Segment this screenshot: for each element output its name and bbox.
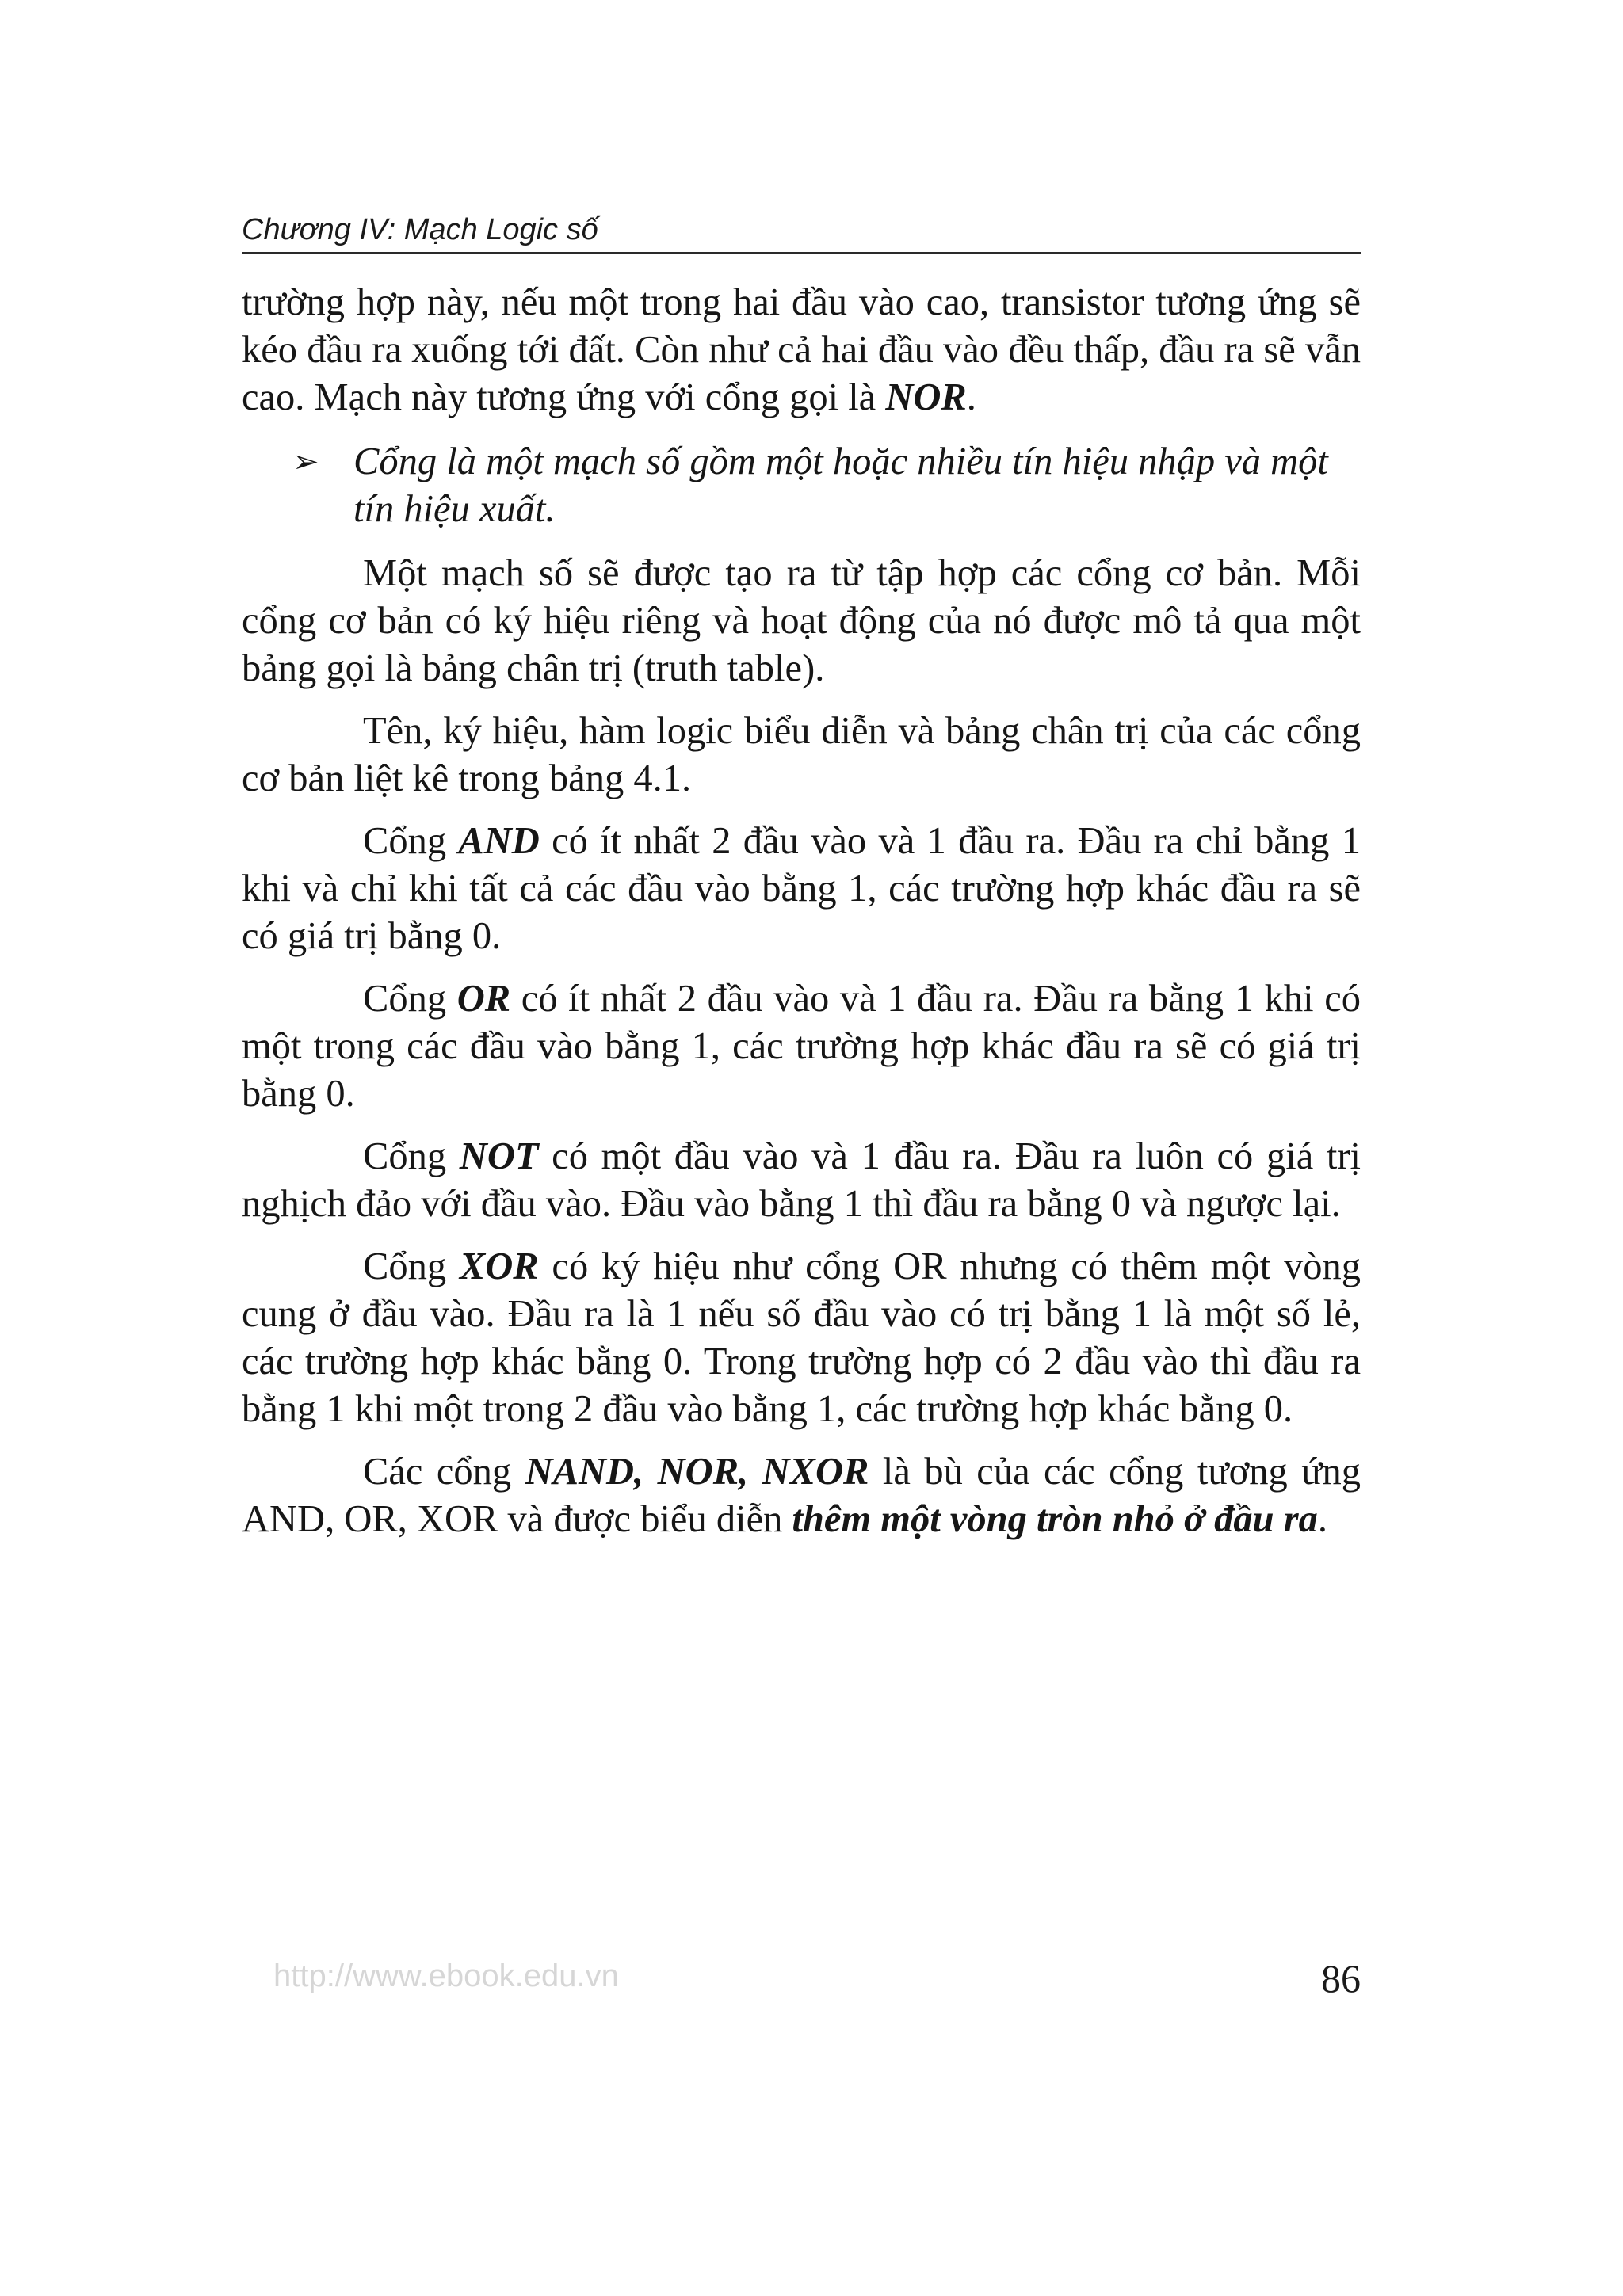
period: . bbox=[966, 376, 976, 418]
paragraph-text: Các cổng bbox=[363, 1451, 525, 1493]
not-term: NOT bbox=[459, 1135, 539, 1177]
bullet-gate-definition bbox=[242, 438, 1361, 533]
paragraph-text: Cổng bbox=[363, 1135, 460, 1177]
paragraph-xor-gate bbox=[242, 1243, 1361, 1433]
paragraph-text: Cổng bbox=[363, 820, 459, 862]
and-term: AND bbox=[458, 820, 540, 862]
emphasis-small-circle: thêm một vòng tròn nhỏ ở đầu ra bbox=[792, 1498, 1318, 1540]
paragraph-text: có ít nhất 2 đầu vào và 1 đầu ra. Đầu ra bằng 1 khi có một trong các đầu vào bằng 1, các trường hợp khác đầu ra sẽ có giá trị bằng 0. bbox=[242, 978, 1361, 1115]
paragraph-text: Cổng bbox=[363, 1245, 460, 1287]
page-body bbox=[242, 279, 1361, 1558]
footer-url: http://www.ebook.edu.vn bbox=[273, 1958, 619, 1993]
paragraph-text: có ký hiệu như cổng OR nhưng có thêm một vòng cung ở đầu vào. Đầu ra là 1 nếu số đầu vào có trị bằng 1 là một số lẻ, các trường hợp khác bằng 0. Trong trường hợp có 2 đầu vào thì đầu ra bằng 1 khi một trong 2 đầu vào bằng 1, các trường hợp khác bằng 0. bbox=[242, 1245, 1361, 1430]
paragraph-text: có một đầu vào và 1 đầu ra. Đầu ra luôn có giá trị nghịch đảo với đầu vào. Đầu vào bằng 1 thì đầu ra bằng 0 và ngược lại. bbox=[242, 1135, 1361, 1225]
or-term: OR bbox=[456, 978, 511, 1020]
page-number: 86 bbox=[1321, 1956, 1361, 2000]
paragraph-nor-continuation bbox=[242, 279, 1361, 421]
paragraph-text: trường hợp này, nếu một trong hai đầu vào cao, transistor tương ứng sẽ kéo đầu ra xuống tới đất. Còn như cả hai đầu vào đều thấp, đầu ra sẽ vẫn cao. Mạch này tương ứng với cổng gọi là bbox=[242, 281, 1361, 418]
paragraph-complement-gates bbox=[242, 1448, 1361, 1543]
paragraph-table-reference: Tên, ký hiệu, hàm logic biểu diễn và bảng chân trị của các cổng cơ bản liệt kê trong bảng 4.1. bbox=[242, 710, 1361, 799]
bullet-text: Cổng là một mạch số gồm một hoặc nhiều tín hiệu nhập và một tín hiệu xuất. bbox=[353, 441, 1328, 530]
nand-nor-nxor-terms: NAND, NOR, NXOR bbox=[525, 1451, 869, 1493]
paragraph-and-gate bbox=[242, 818, 1361, 960]
paragraph-digital-circuit: Một mạch số sẽ được tạo ra từ tập hợp các cổng cơ bản. Mỗi cổng cơ bản có ký hiệu riêng và hoạt động của nó được mô tả qua một bảng gọi là bảng chân trị (truth table). bbox=[242, 552, 1361, 689]
paragraph-text: là bù của các cổng tương ứng AND, OR, XOR và được biểu diễn bbox=[242, 1451, 1361, 1540]
arrow-bullet-icon: ➢ bbox=[292, 444, 319, 480]
paragraph-or-gate bbox=[242, 975, 1361, 1118]
page-header bbox=[242, 208, 1361, 254]
nor-term: NOR bbox=[885, 376, 967, 418]
chapter-title: Chương IV: Mạch Logic số bbox=[242, 213, 598, 246]
period: . bbox=[1317, 1498, 1328, 1540]
paragraph-text: có ít nhất 2 đầu vào và 1 đầu ra. Đầu ra chỉ bằng 1 khi và chỉ khi tất cả các đầu vào bằng 1, các trường hợp khác đầu ra sẽ có giá trị bằng 0. bbox=[242, 820, 1361, 957]
paragraph-text: Cổng bbox=[363, 978, 457, 1020]
paragraph-not-gate bbox=[242, 1133, 1361, 1228]
xor-term: XOR bbox=[459, 1245, 539, 1287]
